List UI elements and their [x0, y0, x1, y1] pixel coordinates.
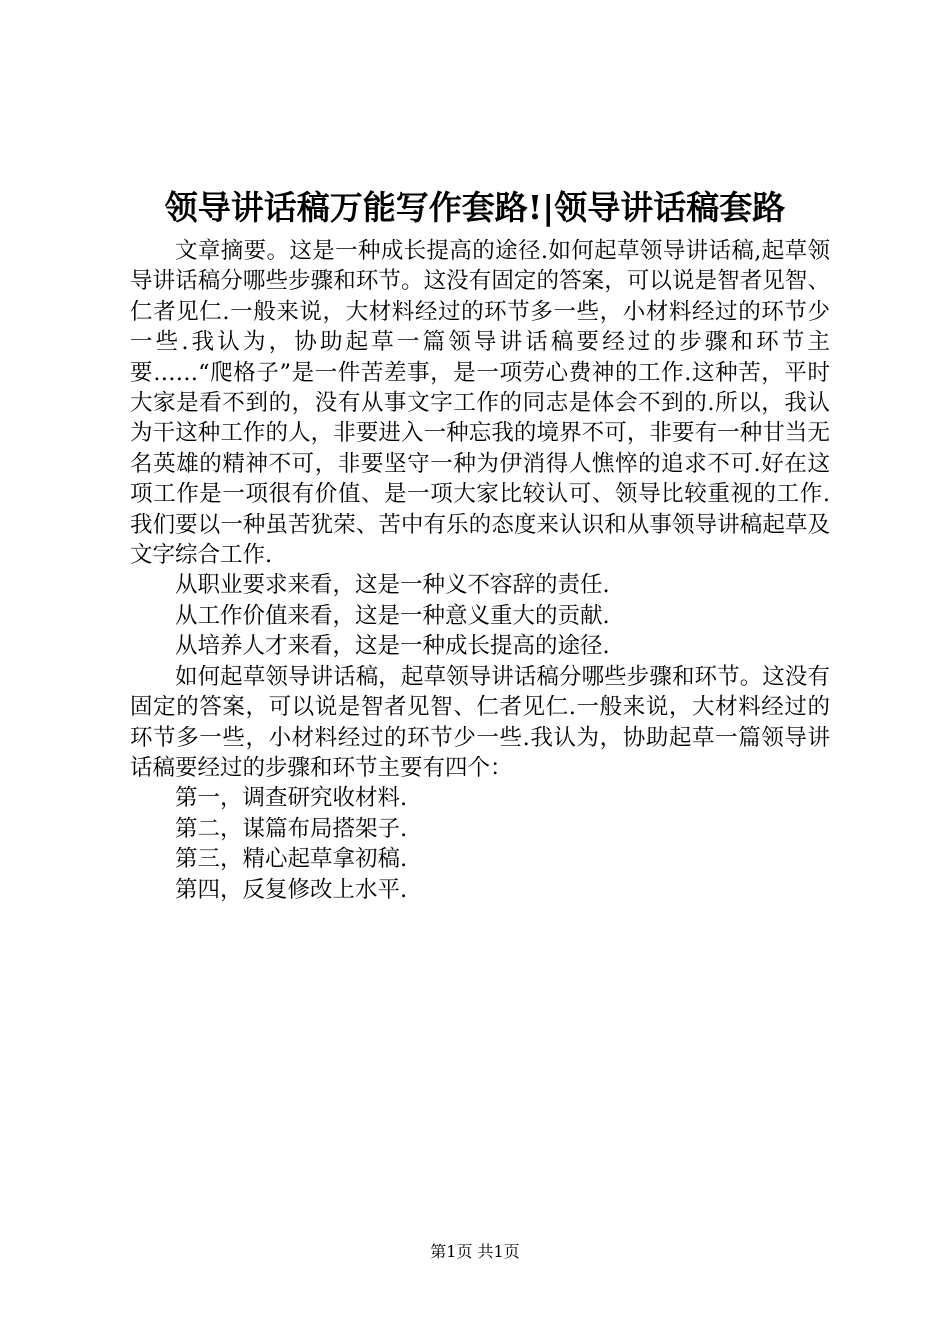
- paragraph-step-1: 第一，调查研究收材料.: [175, 785, 408, 812]
- document-body: [130, 236, 830, 905]
- paragraph-abstract: 文章摘要。这是一种成长提高的途径.如何起草领导讲话稿,起草领导讲话稿分哪些步骤和环节。这没有固定的答案，可以说是智者见智、仁者见仁.一般来说，大材料经过的环节多一些，小材料经过的环节少一些.我认为，协助起草一篇领导讲话稿要经过的步骤和环节主要……“爬格子”是一件苦差事，是一项劳心费神的工作.这种苦，平时大家是看不到的，没有从事文字工作的同志是体会不到的.所以，我认为干这种工作的人，非要进入一种忘我的境界不可，非要有一种甘当无名英雄的精神不可，非要坚守一种为伊消得人憔悴的追求不可.好在这项工作是一项很有价值、是一项大家比较认可、领导比较重视的工作.我们要以一种虽苦犹荣、苦中有乐的态度来认识和从事领导讲稿起草及文字综合工作.: [130, 238, 830, 569]
- paragraph-step-4: 第四，反复修改上水平.: [175, 876, 408, 903]
- paragraph-step-2: 第二，谋篇布局搭架子.: [175, 815, 408, 842]
- paragraph-value: 从工作价值来看，这是一种意义重大的贡献.: [175, 602, 610, 629]
- paragraph-how-to: 如何起草领导讲话稿，起草领导讲话稿分哪些步骤和环节。这没有固定的答案，可以说是智者见智、仁者见仁.一般来说，大材料经过的环节多一些，小材料经过的环节少一些.我认为，协助起草一篇领导讲话稿要经过的步骤和环节主要有四个：: [130, 663, 830, 781]
- page-footer: 第1页 共1页: [430, 1242, 520, 1261]
- paragraph-step-3: 第三，精心起草拿初稿.: [175, 846, 408, 873]
- document-title: 领导讲话稿万能写作套路!|领导讲话稿套路: [164, 188, 786, 227]
- paragraph-talent: 从培养人才来看，这是一种成长提高的途径.: [175, 633, 610, 660]
- paragraph-career: 从职业要求来看，这是一种义不容辞的责任.: [175, 572, 610, 599]
